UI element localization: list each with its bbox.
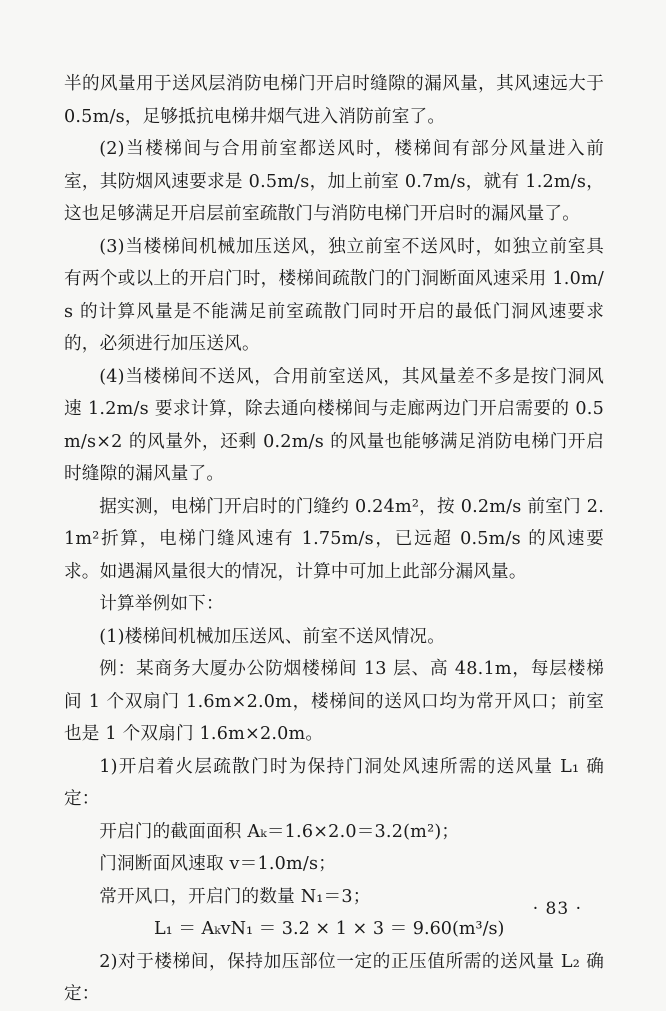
calc-line-velocity: 门洞断面风速取 v＝1.0m/s； xyxy=(99,854,337,874)
calc-line-area: 开启门的截面面积 Aₖ＝1.6×2.0＝3.2(m²)； xyxy=(99,821,460,842)
paragraph-example-description: 例：某商务大厦办公防烟楼梯间 13 层、高 48.1m，每层楼梯间 1 个双扇门 1.6m×2.0m，楼梯间的送风口均为常开风口；前室也是 1 个双扇门 1.6m×2.0m。 xyxy=(64,659,604,744)
page-body xyxy=(64,68,604,1011)
paragraph-item-3: (3)当楼梯间机械加压送风，独立前室不送风时，如独立前室具有两个或以上的开启门时，楼梯间疏散门的门洞断面风速采用 1.0m/s 的计算风量是不能满足前室疏散门同时开启的最低门洞风速要求的，必须进行加压送风。 xyxy=(64,236,604,354)
paragraph-item-2: (2)当楼梯间与合用前室都送风时，楼梯间有部分风量进入前室，其防烟风速要求是 0.5m/s，加上前室 0.7m/s，就有 1.2m/s，这也足够满足开启层前室疏散门与消防电梯门开启时的漏风量了。 xyxy=(64,139,604,224)
paragraph-measurement: 据实测，电梯门开启时的门缝约 0.24m²，按 0.2m/s 前室门 2.1m²折算，电梯门缝风速有 1.75m/s，已远超 0.5m/s 的风速要求。如遇漏风量很大的情况，计算中可加上此部分漏风量。 xyxy=(64,496,604,582)
formula-l1: L₁ ＝ AₖvN₁ ＝ 3.2 × 1 × 3 ＝ 9.60(m³/s) xyxy=(154,919,505,939)
paragraph-continuation: 半的风量用于送风层消防电梯门开启时缝隙的漏风量，其风速远大于 0.5m/s，足够抵抗电梯井烟气进入消防前室了。 xyxy=(64,74,604,127)
page-number: · 83 · xyxy=(532,899,582,919)
calc-line-door-count: 常开风口，开启门的数量 N₁＝3； xyxy=(99,886,371,907)
paragraph-step-2: 2)对于楼梯间，保持加压部位一定的正压值所需的送风量 L₂ 确定： xyxy=(64,951,604,1004)
paragraph-step-1: 1)开启着火层疏散门时为保持门洞处风速所需的送风量 L₁ 确定： xyxy=(64,756,604,809)
paragraph-item-4: (4)当楼梯间不送风，合用前室送风，其风量差不多是按门洞风速 1.2m/s 要求计算，除去通向楼梯间与走廊两边门开启需要的 0.5m/s×2 的风量外，还剩 0.2m/s 的风量也能够满足消防电梯门开启时缝隙的漏风量了。 xyxy=(64,366,604,484)
paragraph-case-1: (1)楼梯间机械加压送风、前室不送风情况。 xyxy=(99,626,445,647)
paragraph-example-intro: 计算举例如下： xyxy=(99,594,224,614)
